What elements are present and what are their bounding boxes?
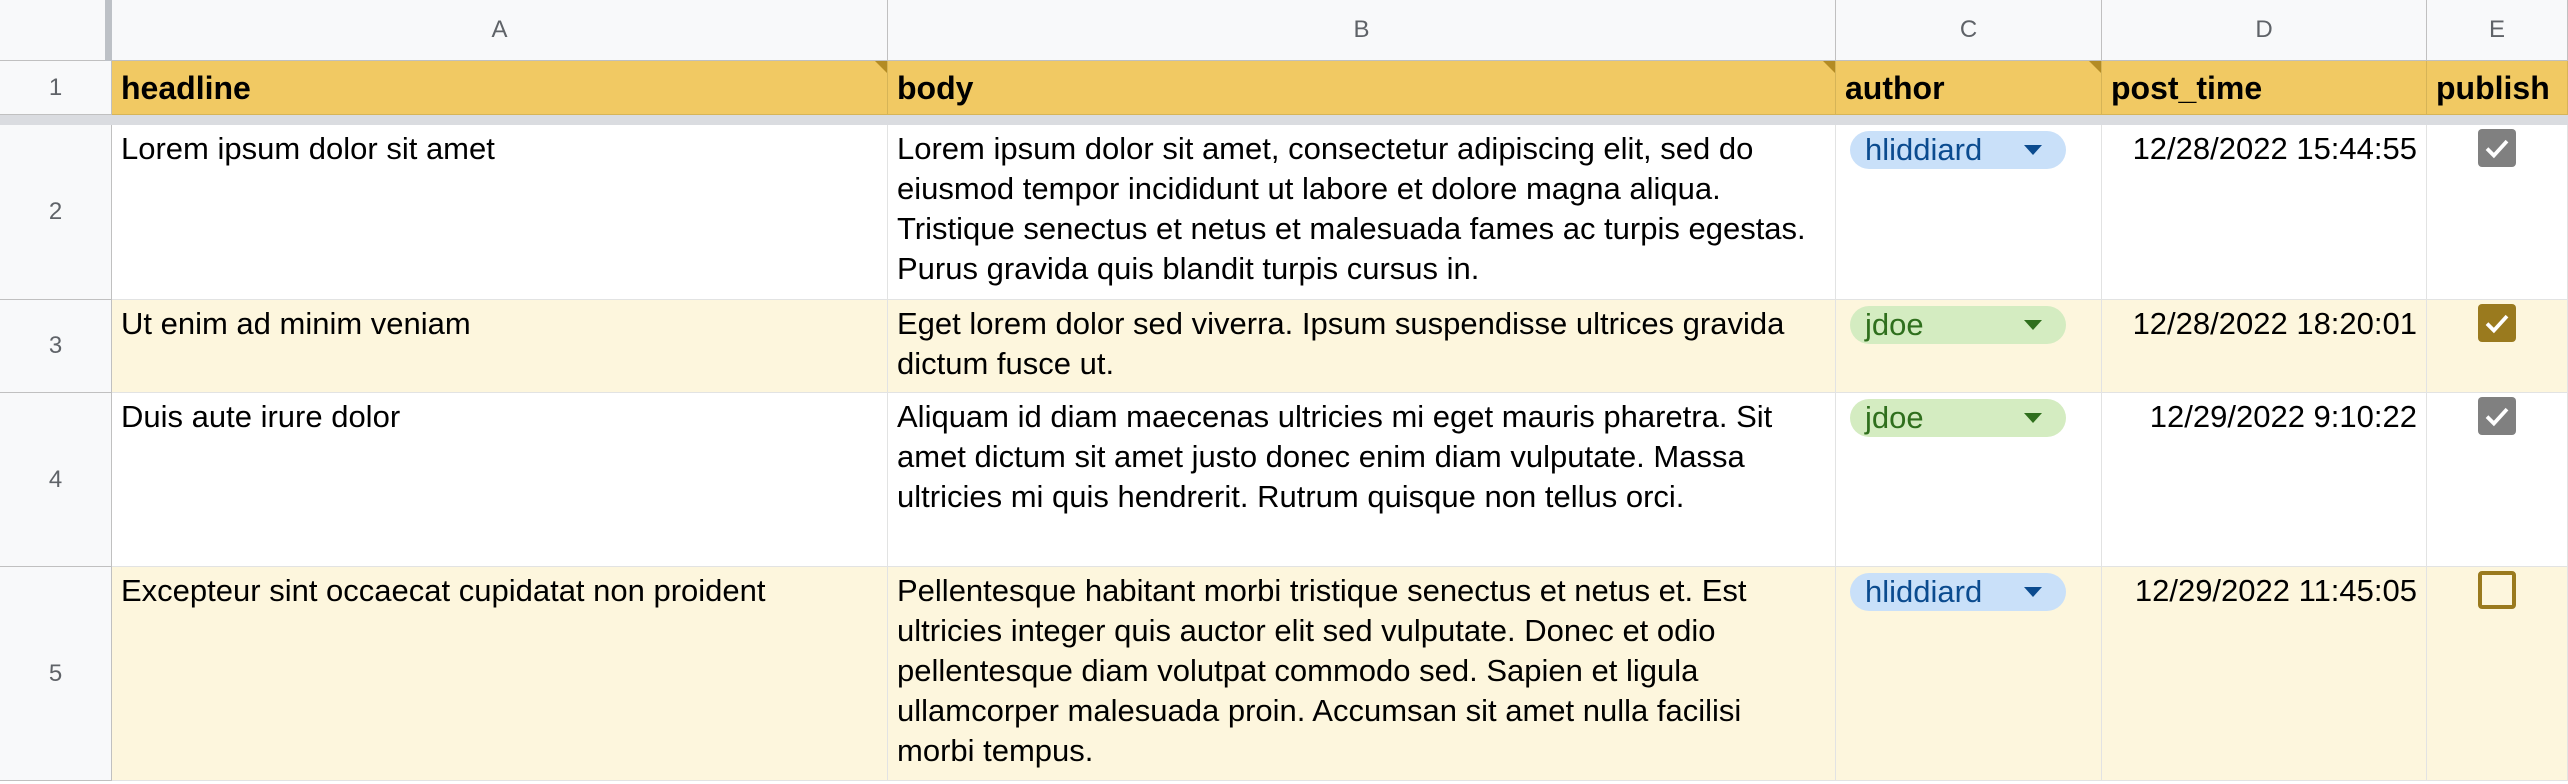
cell-author[interactable] (1836, 125, 2102, 300)
row-header-4[interactable]: 4 (0, 393, 112, 567)
cell-body[interactable]: Eget lorem dolor sed viverra. Ipsum suspendisse ultrices gravida dictum fusce ut. (888, 300, 1836, 393)
author-chip-label: jdoe (1865, 307, 1924, 342)
cell-publish[interactable] (2427, 393, 2568, 567)
select-all-corner[interactable] (0, 0, 112, 61)
cell-headline[interactable]: Duis aute irure dolor (112, 393, 888, 567)
check-icon (2482, 308, 2512, 338)
author-dropdown-chip[interactable] (1850, 131, 2066, 169)
cell-publish[interactable] (2427, 300, 2568, 393)
cell-body[interactable]: Pellentesque habitant morbi tristique senectus et netus et. Est ultricies integer quis auctor elit sed vulputate. Donec et odio pellentesque diam volutpat commodo sed. Sapien et ligula ullamcorper malesuada proin. Accumsan sit amet nulla facilisi morbi tempus. (888, 567, 1836, 781)
author-dropdown-chip[interactable] (1850, 399, 2066, 437)
column-header-a[interactable]: A (112, 0, 888, 61)
cell-post-time[interactable]: 12/29/2022 9:10:22 (2102, 393, 2427, 567)
cell-body[interactable]: Lorem ipsum dolor sit amet, consectetur adipiscing elit, sed do eiusmod tempor incididunt ut labore et dolore magna aliqua. Tristique senectus et netus et malesuada fames ac turpis egestas. Purus gravida quis blandit turpis cursus in. (888, 125, 1836, 300)
row-header-2[interactable]: 2 (0, 125, 112, 300)
column-header-b[interactable]: B (888, 0, 1836, 61)
cell-headline[interactable]: Lorem ipsum dolor sit amet (112, 125, 888, 300)
header-cell-body[interactable]: body (888, 61, 1836, 115)
caret-down-icon[interactable] (2024, 320, 2042, 330)
row-header-3[interactable]: 3 (0, 300, 112, 393)
publish-checkbox[interactable] (2478, 571, 2516, 609)
column-header-c[interactable]: C (1836, 0, 2102, 61)
cell-body[interactable]: Aliquam id diam maecenas ultricies mi eget mauris pharetra. Sit amet dictum sit amet justo donec enim diam vulputate. Massa ultricies mi quis hendrerit. Rutrum quisque non tellus orci. (888, 393, 1836, 567)
publish-checkbox[interactable] (2478, 304, 2516, 342)
cell-publish[interactable] (2427, 125, 2568, 300)
header-cell-author[interactable]: author (1836, 61, 2102, 115)
cell-author[interactable] (1836, 393, 2102, 567)
caret-down-icon[interactable] (2024, 587, 2042, 597)
header-cell-headline[interactable]: headline (112, 61, 888, 115)
check-icon (2482, 133, 2512, 163)
cell-publish[interactable] (2427, 567, 2568, 781)
author-chip-label: hliddiard (1865, 574, 1983, 609)
check-icon (2482, 401, 2512, 431)
header-cell-post-time[interactable]: post_time (2102, 61, 2427, 115)
caret-down-icon[interactable] (2024, 413, 2042, 423)
author-dropdown-chip[interactable] (1850, 573, 2066, 611)
column-header-d[interactable]: D (2102, 0, 2427, 61)
publish-checkbox[interactable] (2478, 397, 2516, 435)
row-header-5[interactable]: 5 (0, 567, 112, 781)
author-dropdown-chip[interactable] (1850, 306, 2066, 344)
cell-post-time[interactable]: 12/29/2022 11:45:05 (2102, 567, 2427, 781)
row-header-1[interactable]: 1 (0, 61, 112, 115)
cell-post-time[interactable]: 12/28/2022 15:44:55 (2102, 125, 2427, 300)
author-chip-label: jdoe (1865, 400, 1924, 435)
cell-post-time[interactable]: 12/28/2022 18:20:01 (2102, 300, 2427, 393)
caret-down-icon[interactable] (2024, 145, 2042, 155)
cell-headline[interactable]: Excepteur sint occaecat cupidatat non proident (112, 567, 888, 781)
cell-author[interactable] (1836, 567, 2102, 781)
column-header-e[interactable]: E (2427, 0, 2568, 61)
header-cell-publish[interactable]: publish (2427, 61, 2568, 115)
cell-author[interactable] (1836, 300, 2102, 393)
frozen-row-divider[interactable] (0, 115, 2568, 125)
publish-checkbox[interactable] (2478, 129, 2516, 167)
author-chip-label: hliddiard (1865, 132, 1983, 167)
cell-headline[interactable]: Ut enim ad minim veniam (112, 300, 888, 393)
